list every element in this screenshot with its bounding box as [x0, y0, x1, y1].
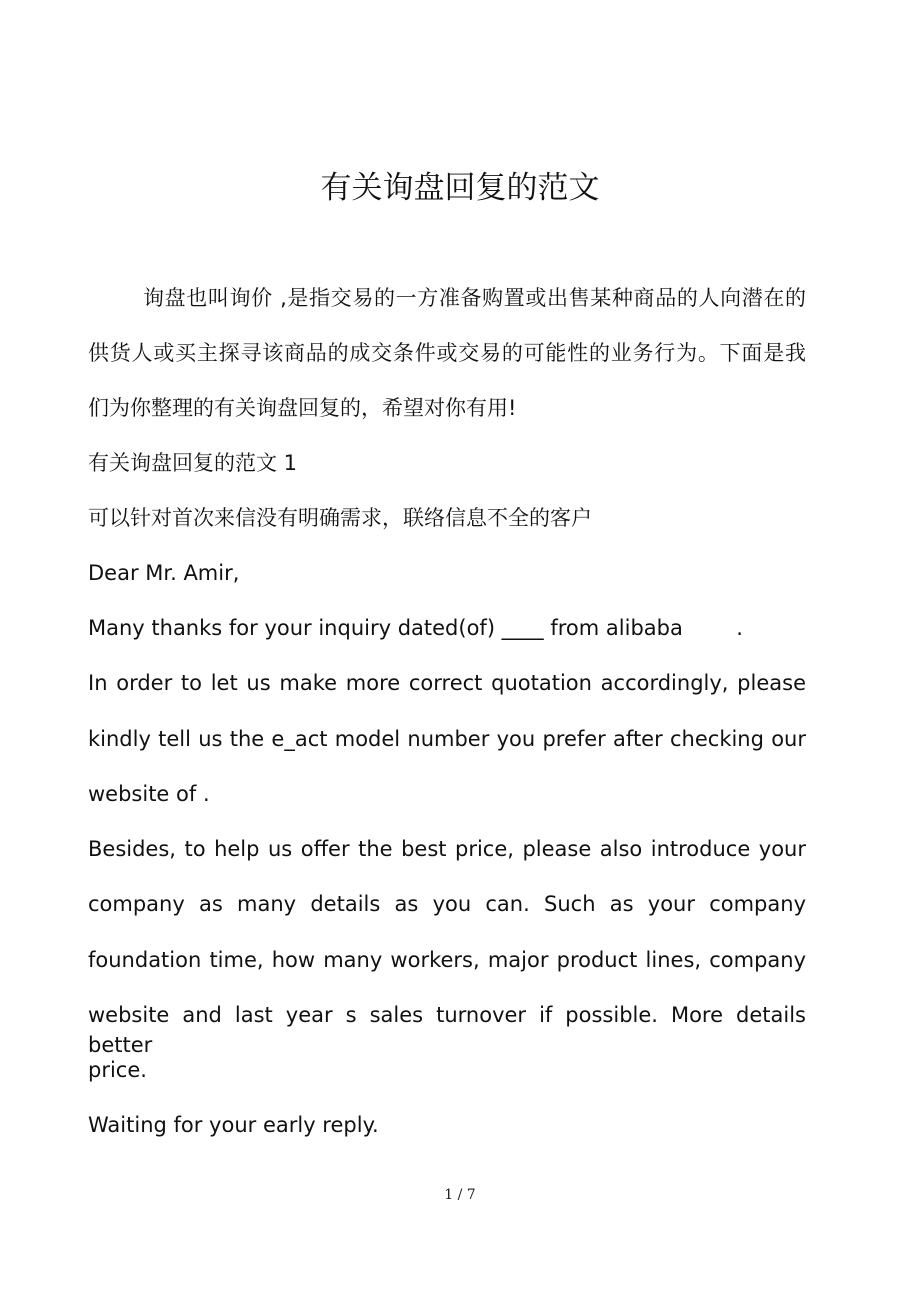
letter-line: company as many details as you can. Such as your company — [88, 892, 806, 916]
letter-line: kindly tell us the e_act model number you prefer after checking our — [88, 727, 806, 751]
letter-line: foundation time, how many workers, major product lines, company — [88, 948, 806, 972]
intro-paragraph-line: 询盘也叫询价 ,是指交易的一方准备购置或出售某种商品的人向潜在的 — [143, 286, 806, 310]
document-title: 有关询盘回复的范文 — [320, 170, 600, 206]
intro-paragraph-line: 供货人或买主探寻该商品的成交条件或交易的可能性的业务行为。下面是我 — [88, 341, 806, 365]
letter-line: Besides, to help us offer the best price, please also introduce your — [88, 837, 806, 861]
letter-closing: Waiting for your early reply. — [88, 1113, 379, 1137]
section-note: 可以针对首次来信没有明确需求，联络信息不全的客户 — [88, 506, 592, 530]
page-number: 1 / 7 — [444, 1187, 476, 1203]
intro-paragraph-line: 们为你整理的有关询盘回复的，希望对你有用! — [88, 396, 517, 420]
letter-line: website of . — [88, 782, 210, 806]
letter-line: website and last year s sales turnover if possible. More details better — [88, 1003, 806, 1057]
letter-line: Many thanks for your inquiry dated(of) ____ from alibaba . — [88, 616, 743, 640]
section-heading: 有关询盘回复的范文 1 — [88, 451, 298, 475]
letter-salutation: Dear Mr. Amir, — [88, 561, 240, 585]
letter-line: price. — [88, 1058, 147, 1082]
letter-line: In order to let us make more correct quotation accordingly, please — [88, 671, 806, 695]
